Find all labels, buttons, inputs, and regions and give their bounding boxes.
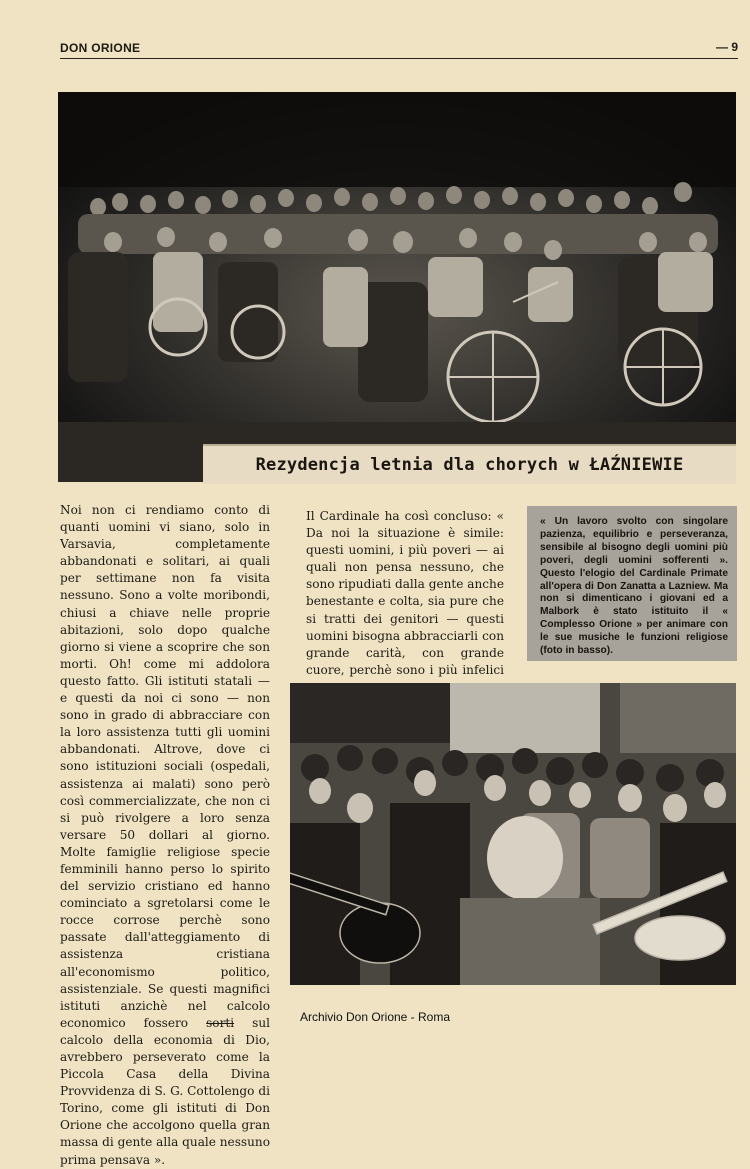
sidebox-text: « Un lavoro svolto con singolare pazienza, equilibrio e perseveranza, sensibile al bisogno degli uomini più poveri, degli uomini sofferenti ». Questo l'elogio del Cardinale Primate all'opera di Don Zanatta a Lazniew. Ma non si dimenticano i giovani ed a Malbork è stato istituito il « Complesso Orione » per animare con le sue musiche le funzioni religiose (foto in basso).: [540, 516, 728, 657]
photo-caption: [203, 444, 736, 484]
article-col1-end: sul calcolo della economia di Dio, avrebbero perseverato come la Piccola Casa della Divina Provvidenza di S. G. Cottolengo di Torino, come gli istituti di Don Orione che accolgono quella gran massa di gente alla quale nessuno prima pensava ».: [60, 1015, 270, 1167]
photo-caption-text: Rezydencja letnia dla chorych w ŁAŹNIEWIE: [255, 455, 684, 475]
page-number: — 9: [715, 40, 738, 54]
magazine-title: DON ORIONE: [60, 41, 141, 55]
archive-footer: [0, 1010, 750, 1024]
article-col2-text: Il Cardinale ha così concluso: « Da noi la situazione è simile: questi uomini, i più poveri — ai quali non pensa nessuno, che sono ripudiati dalla gente anche benestante e colta, sia pure che si tratti dei genitori — questi uomini bisogna abbracciarli con grande carità, con grande cuore, perchè sono i più infelici: [306, 509, 504, 677]
photo-summer-residence-image: [58, 92, 736, 482]
article-col1-text: Noi non ci rendiamo conto di quanti uomini vi siano, solo in Varsavia, completamente abbandonati e solitari, ai quali per settimane non fa visita nessuno. Sono a volte moribondi, chiusi a chiave nelle proprie abitazioni, solo dopo qualche giorno si viene a scoprire che son morti. Oh! come mi addolora questo fatto. Gli istituti statali — e questi da noi ci sono — non sono in grado di abbracciare con la loro assistenza tutti gli uomini abbandonati. Altrove, dove ci sono istituzioni sociali (ospedali, assistenza ai malati) sono però così commercializzate, che non ci si può rivolgere a loro senza versare 50 dollari al giorno. Molte famiglie religiose specie femminili hanno perso lo spirito del servizio cristiano ed hanno cominciato a sgretolarsi come le rocce corrose perchè sono passate dall'atteggiamento di assistenza cristiana all'economismo politico, assistenziale. Se questi magnifici istituti anzichè nel calcolo economico fossero: [60, 503, 270, 1030]
photo-summer-residence: [58, 92, 736, 482]
photo-youth-band-image: [290, 683, 736, 985]
sidebox-note: [527, 506, 737, 661]
article-column-2: [306, 508, 504, 696]
article-struck-word: sorti: [206, 1015, 235, 1030]
photo-youth-band: [290, 683, 736, 985]
running-header: [60, 40, 738, 59]
article-column-1: [60, 502, 270, 1169]
archive-footer-text: Archivio Don Orione - Roma: [299, 1010, 451, 1024]
